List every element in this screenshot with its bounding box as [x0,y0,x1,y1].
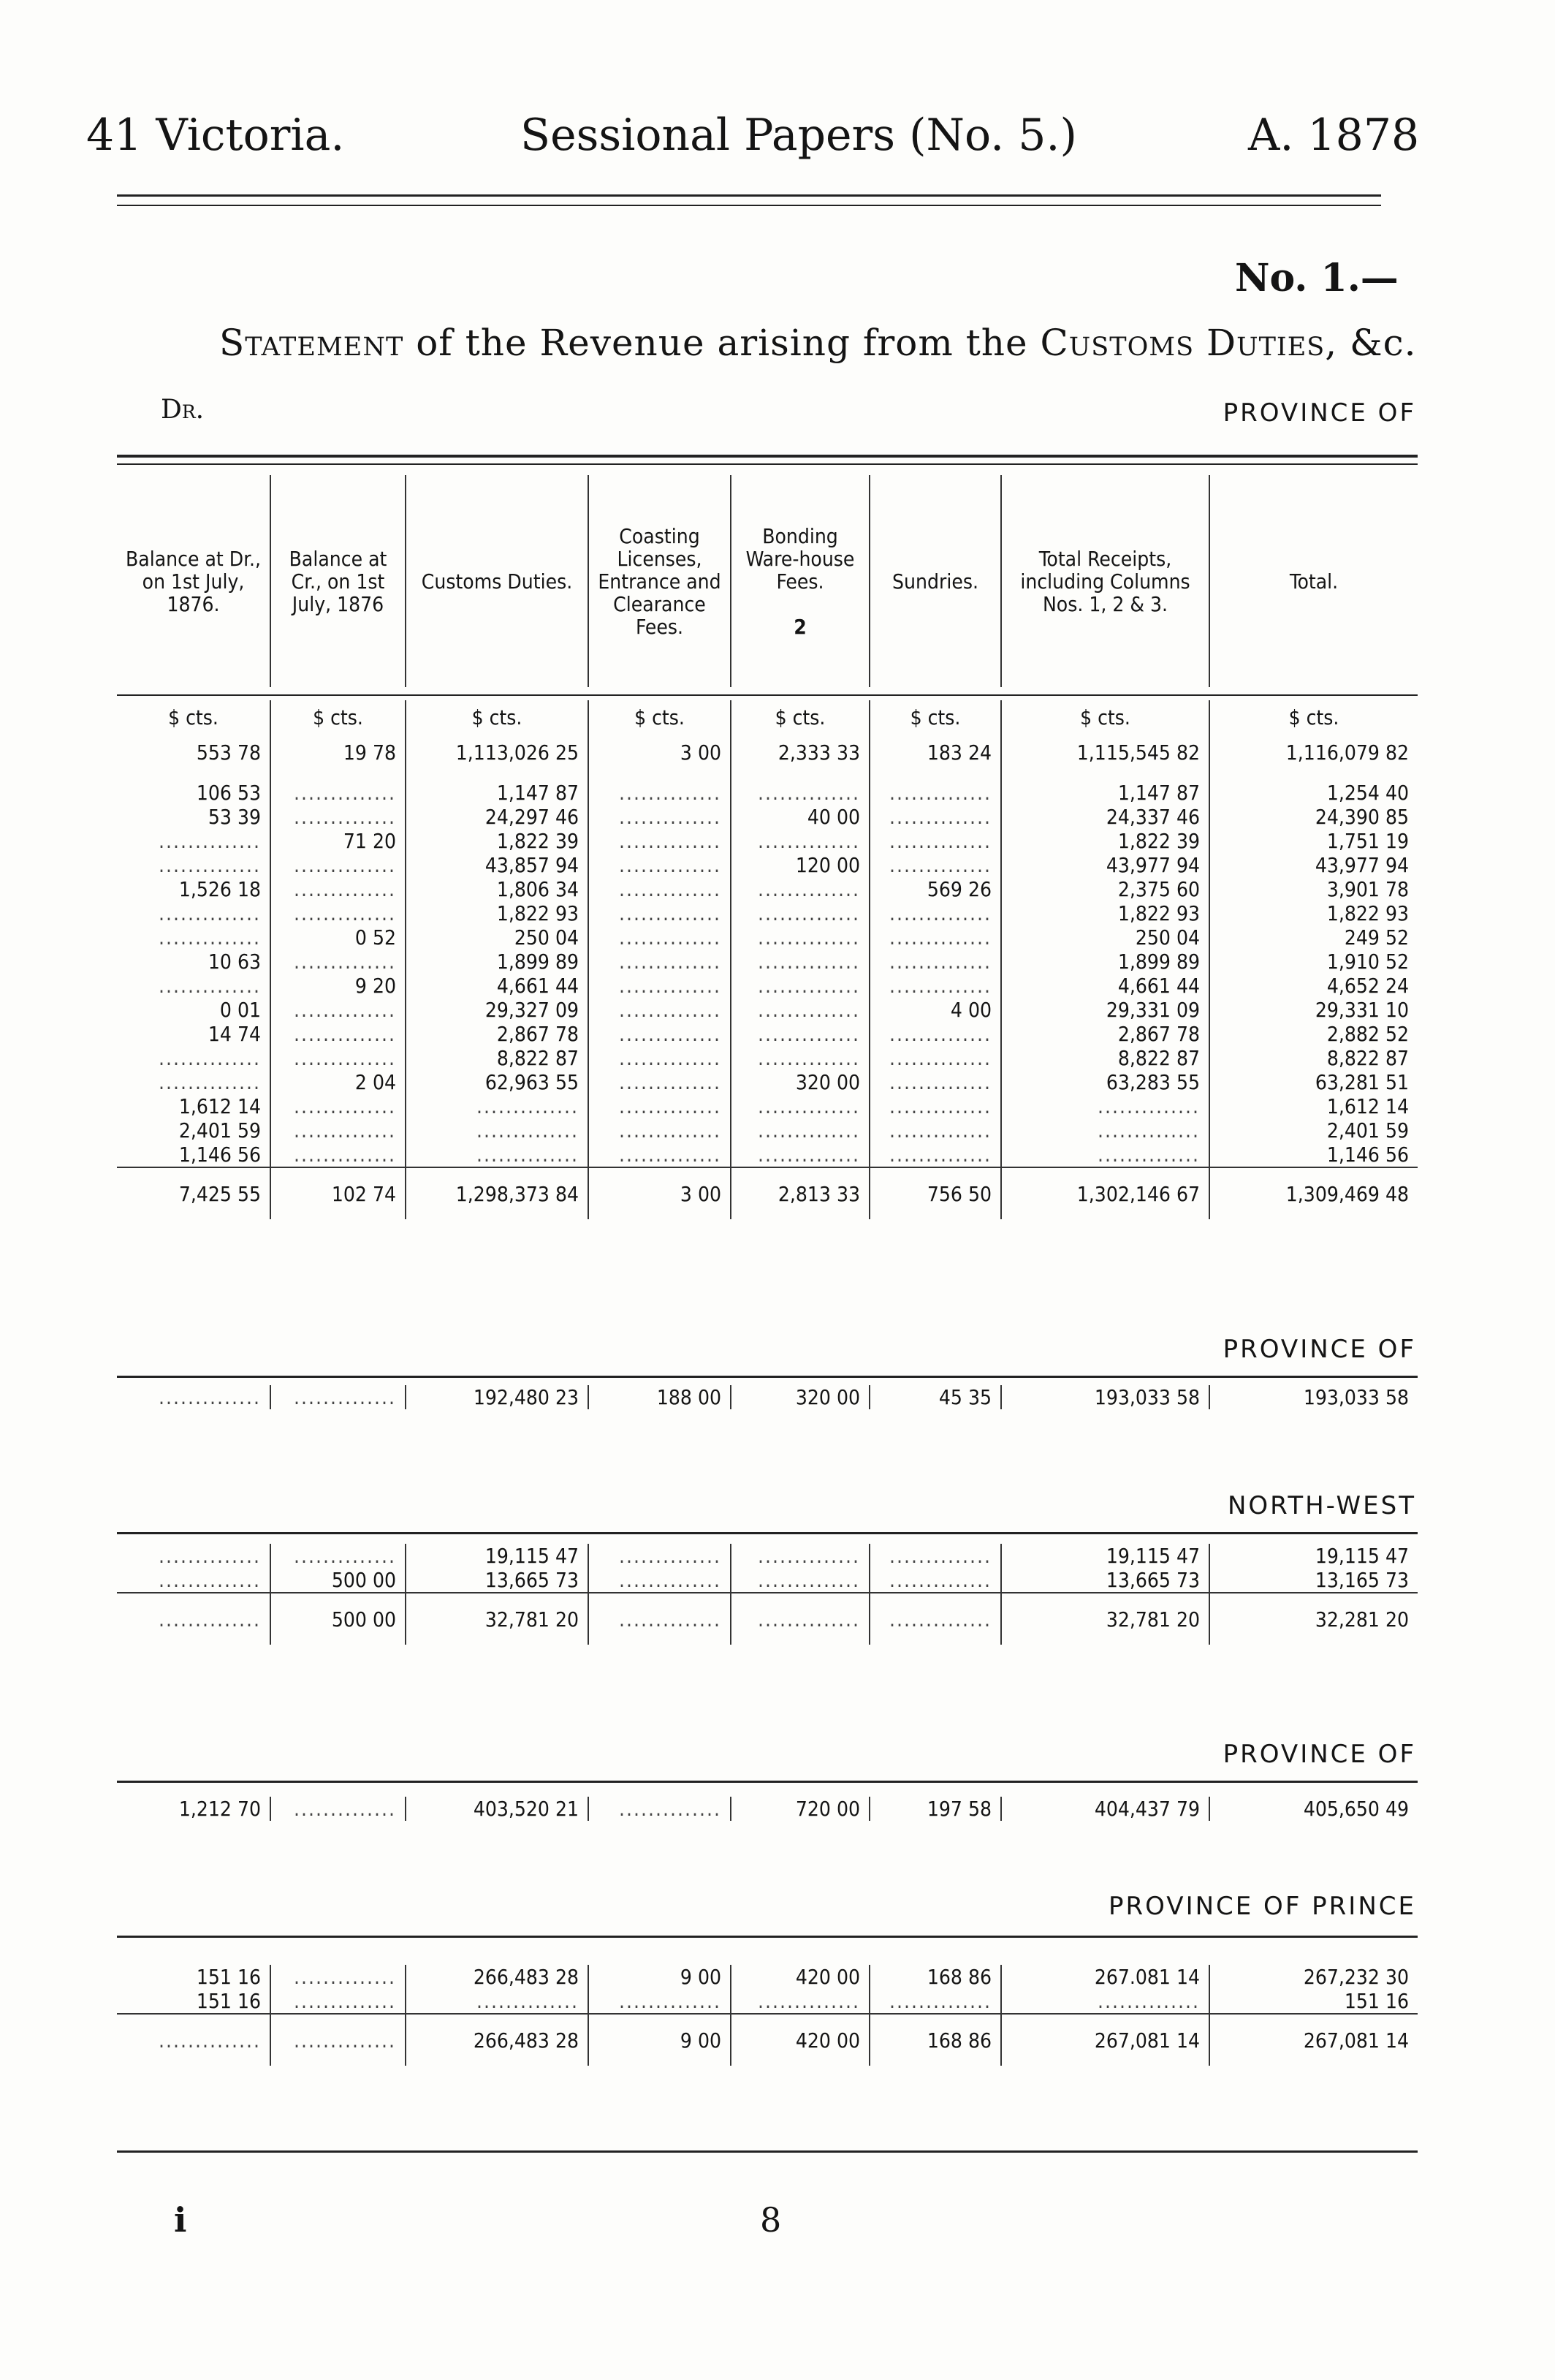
table-cell: 405,650 49 [1303,1797,1409,1821]
title-middle: of the Revenue arising from the [416,322,1028,364]
footer-left: i [174,2200,187,2240]
table-cell: .............. [870,1118,1001,1142]
table-cell: .............. [270,1046,406,1070]
table-cell: 193,033 58 [1001,1385,1209,1409]
table-cell: .............. [1001,1094,1209,1118]
total-row [117,2014,1418,2066]
table-cell: 10 63 [117,950,270,974]
table-cell: .............. [270,998,406,1022]
table-cell: .............. [117,925,270,950]
table-cell: .............. [731,974,870,998]
table-cell: .............. [270,950,406,974]
table-cell: 24,297 46 [406,805,588,829]
table-cell: 3 00 [588,734,731,770]
table-cell: .............. [270,1989,406,2014]
table-row [117,1094,1418,1118]
table-cell: 3 00 [588,1167,731,1219]
section-5-rule [117,1936,1418,1938]
table-row [117,1046,1418,1070]
spacer-cell [1209,770,1418,781]
table-row [117,805,1418,829]
table-cell: .............. [731,950,870,974]
table-cell: .............. [870,1046,1001,1070]
table-cell: 9 20 [270,974,406,998]
table-cell: 266,483 28 [406,1965,588,1989]
table-row [117,1989,1418,2014]
table-row [117,901,1418,925]
table-cell: .............. [588,950,731,974]
table-cell: .............. [731,781,870,805]
table-cell: 4,652 24 [1326,974,1409,998]
table-cell: 13,165 73 [1315,1568,1409,1592]
table-cell: 13,665 73 [1001,1568,1209,1593]
table-cell: .............. [406,1142,588,1167]
table-cell: 32,781 20 [1001,1593,1209,1645]
table-row [117,781,1418,805]
table-cell: 53 39 [117,805,270,829]
table-cell: 720 00 [731,1797,870,1821]
table-cell: .............. [270,1118,406,1142]
section-label-3: NORTH-WEST [1227,1491,1416,1520]
table-cell: 1,822 93 [1001,901,1209,925]
column-header-table [117,475,1418,687]
col-header-sundries: Sundries. [870,475,1001,687]
table-cell: .............. [731,1046,870,1070]
table-row [117,1118,1418,1142]
table-cell: 756 50 [870,1167,1001,1219]
table-cell: .............. [588,805,731,829]
table-cell: .............. [270,1094,406,1118]
table-cell: 500 00 [270,1568,406,1593]
table-row [117,974,1418,998]
table-cell: 29,327 09 [406,998,588,1022]
table-cell: 267,081 14 [1001,2014,1209,2066]
table-cell: .............. [588,1593,731,1645]
doc-number: No. 1.— [1235,256,1399,300]
table-cell: 24,390 85 [1315,805,1409,829]
table-cell: .............. [870,805,1001,829]
table-cell: .............. [731,1022,870,1046]
table-row [117,1965,1418,1989]
table-cell: 32,281 20 [1209,1593,1418,1645]
table-row [117,1797,1418,1821]
table-cell: 40 00 [731,805,870,829]
table-cell: 2,867 78 [1001,1022,1209,1046]
table-cell: 267.081 14 [1001,1965,1209,1989]
table-cell: 1,302,146 67 [1001,1167,1209,1219]
table-cell: 420 00 [731,1965,870,1989]
table-cell: 1,309,469 48 [1209,1167,1418,1219]
table-cell: 197 58 [870,1797,1001,1821]
table-cell: .............. [588,998,731,1022]
table-cell: 320 00 [731,1385,870,1409]
table-cell: 9 00 [588,2014,731,2066]
col-header-total-receipts: Total Receipts, including Columns Nos. 1, 2 & 3. [1001,475,1209,687]
table-cell: .............. [117,1593,270,1645]
table-cell: $ cts. [117,700,270,734]
col-header-balance-dr: Balance at Dr., on 1st July, 1876. [117,475,270,687]
currency-header-row [117,700,1418,734]
table-cell: 151 16 [117,1989,270,2014]
table-cell: 168 86 [870,1965,1001,1989]
title-customs-duties: Customs Duties [1040,322,1326,364]
spacer-cell [870,770,1001,781]
table-row [117,853,1418,877]
spacer-cell [117,770,270,781]
table-cell: $ cts. [406,700,588,734]
table-cell: .............. [731,1593,870,1645]
table-cell: .............. [117,974,270,998]
table-cell: 120 00 [731,853,870,877]
table-cell: 1,115,545 82 [1001,734,1209,770]
table-cell: .............. [870,1989,1001,2014]
table-cell: .............. [117,829,270,853]
table-cell: .............. [588,1989,731,2014]
table-cell: 2,375 60 [1001,877,1209,901]
section-5-table [117,1965,1418,2066]
table-cell: .............. [588,1544,731,1568]
table-cell: 267,081 14 [1209,2014,1418,2066]
table-cell: 102 74 [270,1167,406,1219]
table-cell: 320 00 [731,1070,870,1094]
table-cell: $ cts. [588,700,731,734]
section-3-rule [117,1532,1418,1534]
table-cell: .............. [588,829,731,853]
table-cell: .............. [731,1142,870,1167]
table-cell: .............. [588,925,731,950]
table-cell: 43,857 94 [406,853,588,877]
table-cell: .............. [731,829,870,853]
table-cell: 1,298,373 84 [406,1167,588,1219]
table-cell: .............. [870,1544,1001,1568]
table-cell: 19 78 [270,734,406,770]
table-cell: .............. [117,1070,270,1094]
table-cell: .............. [588,1797,731,1821]
title-tail: , &c. [1325,322,1417,364]
table-cell: .............. [731,998,870,1022]
table-cell: .............. [731,925,870,950]
table-cell: .............. [731,1568,870,1593]
table-cell: .............. [588,853,731,877]
table-cell: $ cts. [731,700,870,734]
table-cell: 267,232 30 [1303,1965,1409,1989]
col-header-balance-cr: Balance at Cr., on 1st July, 1876 [270,475,406,687]
table-cell: .............. [870,925,1001,950]
table-cell: 2,867 78 [406,1022,588,1046]
col-header-coasting: Coasting Licenses, Entrance and Clearance Fees. [588,475,731,687]
table-cell: .............. [731,1118,870,1142]
table-cell: .............. [731,1989,870,2014]
table-cell: 71 20 [270,829,406,853]
table-cell: 403,520 21 [406,1797,588,1821]
table-cell: 43,977 94 [1315,853,1409,877]
section-4-table [117,1797,1418,1821]
table-cell: $ cts. [1288,705,1339,729]
header-right: A. 1878 [1248,110,1420,161]
table-cell: .............. [270,901,406,925]
table-cell: 8,822 87 [1326,1046,1409,1070]
table-cell: 0 52 [270,925,406,950]
table-row [117,829,1418,853]
table-cell: 266,483 28 [406,2014,588,2066]
table-cell: 183 24 [870,734,1001,770]
spacer-row [117,770,1418,781]
main-section-table [117,700,1418,1219]
section-3-table [117,1544,1418,1645]
table-cell: $ cts. [870,700,1001,734]
table-cell: .............. [117,1046,270,1070]
table-cell: .............. [588,1142,731,1167]
table-cell: .............. [117,1544,270,1568]
table-cell: 1,806 34 [406,877,588,901]
table-cell: 500 00 [270,1593,406,1645]
table-cell: .............. [870,1142,1001,1167]
table-cell: .............. [870,901,1001,925]
table-cell: .............. [270,1544,406,1568]
table-cell: 404,437 79 [1001,1797,1209,1821]
table-cell: .............. [588,1118,731,1142]
table-cell: 1,899 89 [1001,950,1209,974]
table-cell: $ cts. [1001,700,1209,734]
table-cell: 1,822 39 [1001,829,1209,853]
table-cell: .............. [731,901,870,925]
spacer-cell [588,770,731,781]
table-cell: 250 04 [406,925,588,950]
table-row [117,877,1418,901]
table-cell: 0 01 [117,998,270,1022]
table-cell: 2,882 52 [1326,1022,1409,1046]
table-cell: .............. [406,1118,588,1142]
table-cell: .............. [117,1568,270,1593]
table-cell: .............. [731,877,870,901]
table-cell: .............. [870,781,1001,805]
spacer-cell [1001,770,1209,781]
table-cell: .............. [588,974,731,998]
footer-page-number: 8 [760,2200,782,2240]
table-cell: 29,331 09 [1001,998,1209,1022]
table-cell: 151 16 [117,1965,270,1989]
table-cell: .............. [406,1094,588,1118]
section-label-5: PROVINCE OF PRINCE [1109,1892,1416,1921]
table-cell: 8,822 87 [1001,1046,1209,1070]
table-cell: 43,977 94 [1001,853,1209,877]
table-cell: 4 00 [870,998,1001,1022]
table-cell: 249 52 [1344,925,1409,950]
table-cell: .............. [870,1022,1001,1046]
table-cell: 24,337 46 [1001,805,1209,829]
table-cell: .............. [1001,1118,1209,1142]
spacer-cell [406,770,588,781]
table-cell: 45 35 [870,1385,1001,1409]
table-cell: 168 86 [870,2014,1001,2066]
table-cell: .............. [870,950,1001,974]
table-cell: 1,822 39 [406,829,588,853]
table-cell: 1,612 14 [117,1094,270,1118]
col-header-bonding [731,475,870,687]
header-bottom-rule [117,694,1418,696]
table-cell: .............. [117,901,270,925]
section-label-0: PROVINCE OF [1223,398,1416,428]
table-cell: 1,526 18 [117,877,270,901]
header-rule-bottom [117,205,1381,206]
table-cell: .............. [588,901,731,925]
table-row [117,1385,1418,1409]
table-cell: 420 00 [731,2014,870,2066]
table-cell: 193,033 58 [1303,1385,1409,1409]
table-cell: 2,401 59 [1326,1118,1409,1142]
table-row [117,1544,1418,1568]
table-cell: .............. [270,781,406,805]
table-cell: 8,822 87 [406,1046,588,1070]
header-rule-top [117,194,1381,197]
table-cell: 1,910 52 [1326,950,1409,974]
table-row [117,950,1418,974]
section-4-rule [117,1781,1418,1783]
dr-label: Dr. [161,395,205,425]
table-cell: 29,331 10 [1315,998,1409,1022]
table-cell: .............. [270,1797,406,1821]
spacer-cell [270,770,406,781]
table-cell: 1,899 89 [406,950,588,974]
table-cell: 1,751 19 [1326,829,1409,853]
table-cell: $ cts. [270,700,406,734]
section-label-4: PROVINCE OF [1223,1740,1416,1769]
table-cell: 7,425 55 [117,1167,270,1219]
table-cell: 1,612 14 [1326,1094,1409,1118]
col-header-total: Total. [1289,569,1339,594]
table-cell: 1,822 93 [406,901,588,925]
table-bottom-rule [117,2150,1418,2153]
table-cell: 1,146 56 [1326,1142,1409,1167]
table-cell: 19,115 47 [1001,1544,1209,1568]
table-cell: 1,254 40 [1326,781,1409,805]
table-cell: .............. [117,2014,270,2066]
table-cell: 250 04 [1001,925,1209,950]
table-cell: .............. [870,853,1001,877]
table-cell: .............. [588,1046,731,1070]
table-cell: .............. [117,1385,270,1409]
table-row [117,1142,1418,1167]
table-cell: 63,281 51 [1315,1070,1409,1094]
table-row [117,1070,1418,1094]
title-statement: Statement [219,322,404,364]
table-cell: .............. [588,781,731,805]
table-cell: 62,963 55 [406,1070,588,1094]
table-cell: 1,146 56 [117,1142,270,1167]
table-cell: .............. [270,877,406,901]
bonding-label: Bonding Ware-house Fees. [745,523,855,594]
table-top-rule [117,455,1418,458]
table-top-rule-2 [117,463,1418,465]
table-row [117,925,1418,950]
bonding-col-number: 2 [794,614,807,639]
table-cell: 2 04 [270,1070,406,1094]
total-row [117,1593,1418,1645]
table-cell: .............. [270,853,406,877]
table-cell: 106 53 [117,781,270,805]
table-cell: .............. [406,1989,588,2014]
table-cell: 9 00 [588,1965,731,1989]
table-row [117,998,1418,1022]
table-cell: 569 26 [870,877,1001,901]
statement-title [219,322,1416,364]
table-cell: 19,115 47 [406,1544,588,1568]
table-cell: 188 00 [588,1385,731,1409]
section-label-2: PROVINCE OF [1223,1335,1416,1364]
table-cell: 1,212 70 [117,1797,270,1821]
table-cell: .............. [588,1022,731,1046]
table-cell: .............. [870,974,1001,998]
header-center: Sessional Papers (No. 5.) [520,110,1077,161]
table-cell: .............. [588,877,731,901]
table-cell: 32,781 20 [406,1593,588,1645]
table-row [117,734,1418,770]
table-cell: .............. [870,1070,1001,1094]
table-cell: 2,813 33 [731,1167,870,1219]
table-cell: 63,283 55 [1001,1070,1209,1094]
table-cell: 1,116,079 82 [1285,740,1409,765]
table-cell: .............. [731,1094,870,1118]
table-cell: 4,661 44 [1001,974,1209,998]
table-cell: .............. [270,2014,406,2066]
table-cell: 192,480 23 [406,1385,588,1409]
table-cell: .............. [870,1568,1001,1593]
table-cell: 3,901 78 [1326,877,1409,901]
table-cell: .............. [270,1385,406,1409]
table-cell: 13,665 73 [406,1568,588,1593]
section-2-table [117,1385,1418,1409]
table-cell: .............. [870,1094,1001,1118]
table-cell: .............. [270,1022,406,1046]
table-cell: .............. [731,1544,870,1568]
table-cell: .............. [270,1142,406,1167]
table-cell: .............. [588,1070,731,1094]
table-row [117,1022,1418,1046]
section-2-rule [117,1376,1418,1378]
table-cell: 2,333 33 [731,734,870,770]
table-cell: 1,113,026 25 [406,734,588,770]
table-cell: .............. [270,1965,406,1989]
table-cell: .............. [117,853,270,877]
table-cell: 553 78 [117,734,270,770]
table-cell: .............. [870,1593,1001,1645]
table-cell: 1,147 87 [1001,781,1209,805]
total-row [117,1167,1418,1219]
table-cell: 1,822 93 [1326,901,1409,925]
table-cell: .............. [588,1568,731,1593]
spacer-cell [731,770,870,781]
table-cell: 151 16 [1344,1989,1409,2013]
table-cell: 14 74 [117,1022,270,1046]
table-cell: .............. [870,829,1001,853]
table-cell: 4,661 44 [406,974,588,998]
table-cell: 19,115 47 [1315,1544,1409,1568]
table-cell: 2,401 59 [117,1118,270,1142]
col-header-customs: Customs Duties. [406,475,588,687]
table-cell: .............. [588,1094,731,1118]
table-cell: .............. [1001,1142,1209,1167]
table-row [117,1568,1418,1593]
table-cell: 1,147 87 [406,781,588,805]
header-left: 41 Victoria. [86,110,345,161]
table-cell: .............. [270,805,406,829]
table-cell: .............. [1001,1989,1209,2014]
